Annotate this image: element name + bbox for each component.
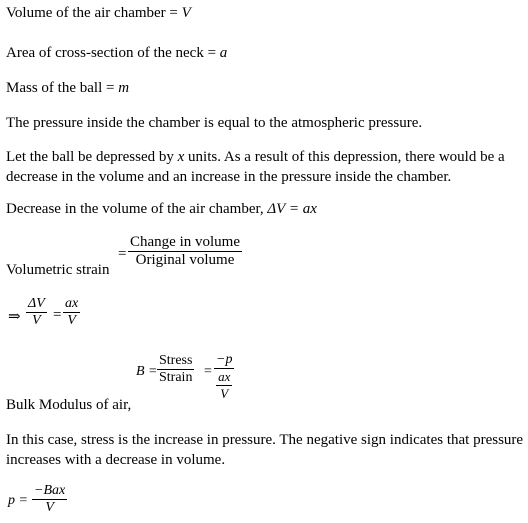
depression-paragraph <box>6 147 524 187</box>
neg-p-over-strain-fraction <box>214 352 234 402</box>
ax-over-v-subfraction <box>216 369 232 402</box>
equals-sign: = <box>53 307 62 323</box>
ax-sub-numerator: ax <box>218 369 231 384</box>
strain-denominator: Original volume <box>135 252 235 268</box>
bulk-modulus-label: Bulk Modulus of air, <box>6 397 132 413</box>
p-fraction <box>32 483 67 516</box>
mass-definition <box>6 80 129 97</box>
depression-pre: Let the ball be depressed by <box>6 149 178 165</box>
dv-denominator: V <box>32 313 41 328</box>
volume-label: Volume of the air chamber = <box>6 5 182 21</box>
stress-over-strain-fraction <box>157 353 194 386</box>
bulk-modulus-lhs: B = <box>136 364 158 379</box>
stress-explanation: In this case, stress is the increase in pressure. The negative sign indicates that pressure increases with a decrease in volume. <box>6 432 524 468</box>
strain-equals: = <box>118 246 127 262</box>
mass-variable: m <box>118 80 130 96</box>
strain-denominator-b: Strain <box>159 370 193 385</box>
area-label: Area of cross-section of the neck = <box>6 45 220 61</box>
equals-sign-b: = <box>204 364 212 379</box>
volumetric-strain-fraction <box>128 234 242 269</box>
mass-label: Mass of the ball = <box>6 80 119 96</box>
strain-numerator: Change in volume <box>130 234 240 250</box>
dv-over-v-fraction <box>26 296 47 329</box>
implies-arrow: ⇒ <box>8 309 21 325</box>
dv-numerator: ΔV <box>28 296 45 311</box>
p-numerator: −Bax <box>34 483 66 498</box>
stress-numerator: Stress <box>159 353 193 368</box>
decrease-expression: ΔV = ax <box>267 201 317 217</box>
volume-decrease-line <box>6 201 317 218</box>
area-variable: a <box>219 45 228 61</box>
volumetric-strain-label: Volumetric strain <box>6 262 110 278</box>
area-definition <box>6 45 227 62</box>
ax-over-v-fraction <box>63 296 80 329</box>
pressure-statement: The pressure inside the chamber is equal to the atmospheric pressure. <box>6 115 423 131</box>
p-denominator: V <box>45 500 54 515</box>
neg-p-numerator: −p <box>216 352 233 367</box>
depression-variable: x <box>177 149 185 165</box>
volume-definition <box>6 5 191 22</box>
p-lhs: p = <box>8 493 28 508</box>
volume-variable: V <box>181 5 191 21</box>
decrease-label: Decrease in the volume of the air chamber, <box>6 201 268 217</box>
depression-post: units. As a result of this depression, there would be a decrease in the volume and an increase in the pressure inside the chamber. <box>6 149 505 185</box>
ax-sub-denominator: V <box>220 386 229 401</box>
ax-denominator: V <box>67 313 76 328</box>
ax-numerator: ax <box>65 296 79 311</box>
